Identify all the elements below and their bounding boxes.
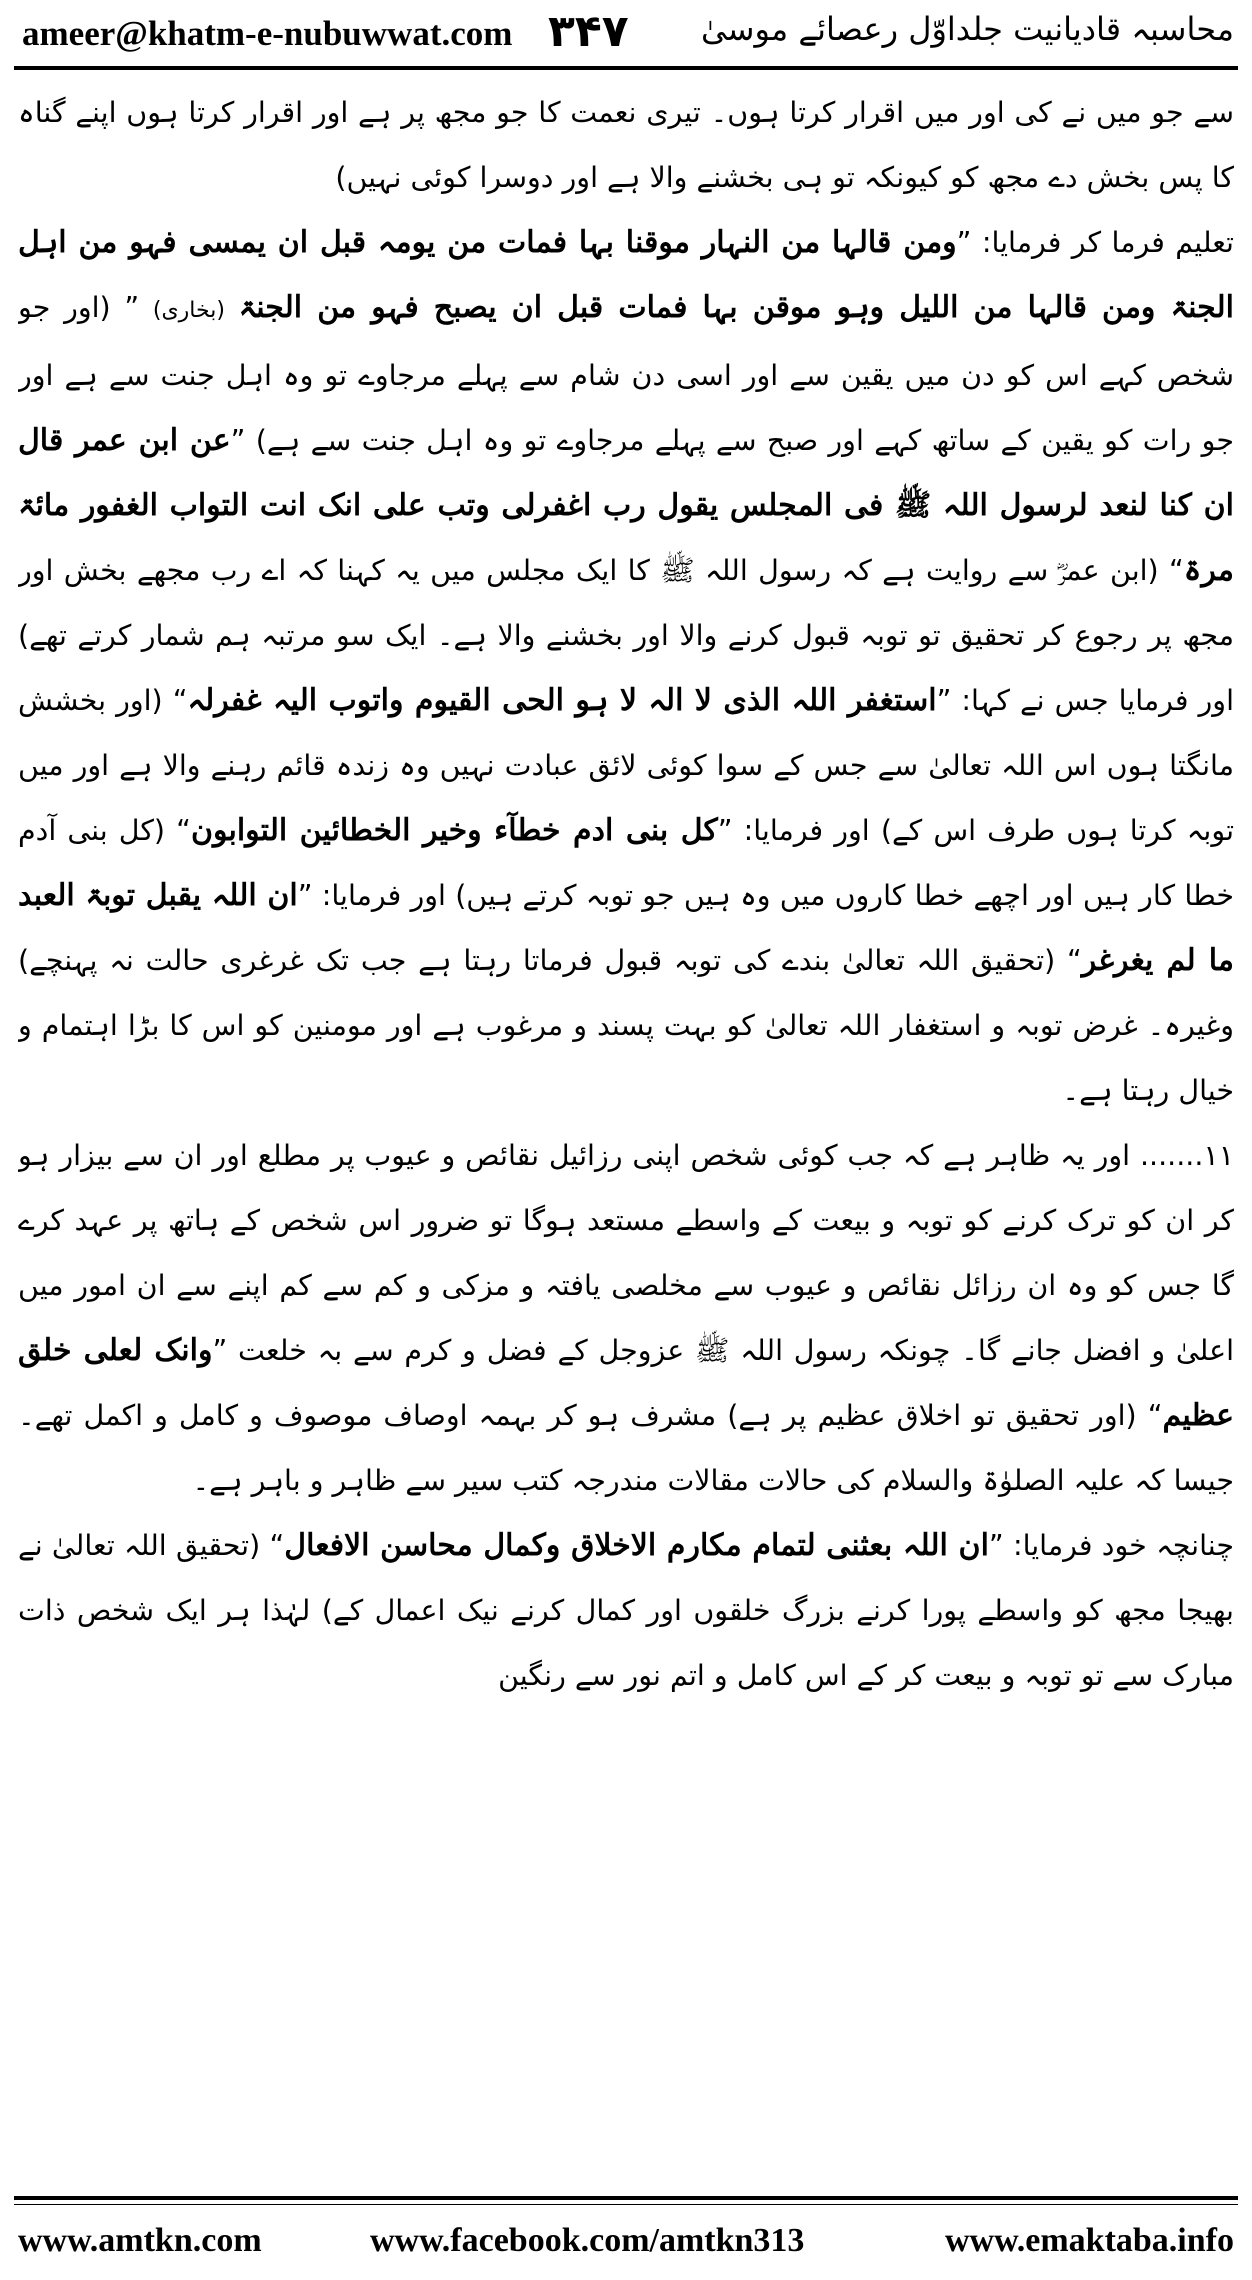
translation: “ (تحقیق اللہ تعالیٰ بندے کی توبہ قبول فرماتا رہتا ہے جب تک غرغری حالت نہ پہنچے) وغیرہ۔ غرض توبہ و استغفار اللہ تعالیٰ کو بہت پسند و مرغوب ہے اور مومنین کو اس کا بڑا اہتمام و خیال رہتا ہے۔ [18, 944, 1234, 1107]
translation: ” (اور جو شخص کہے اس کو دن میں یقین سے اور اسی دن شام سے پہلے مرجاوے تو وہ اہل جنت سے ہے اور جو رات کو یقین کے ساتھ کہے اور صبح سے پہلے مرجاوے تو وہ اہل جنت سے ہے) ” [18, 291, 1234, 457]
arabic-quote: ان اللہ یقبل توبۃ العبد ما لم یغرغر [18, 878, 1234, 978]
arabic-quote: وانک لعلی خلق عظیم [18, 1333, 1234, 1433]
translation: “ (تحقیق اللہ تعالیٰ نے بھیجا مجھ کو واسطے پورا کرنے بزرگ خلقوں اور کمال کرنے نیک اعمال کے) لہٰذا ہر ایک شخص ذات مبارک سے تو توبہ و بیعت کر کے اس کامل و اتم نور سے رنگین [18, 1529, 1234, 1692]
book-title: محاسبہ قادیانیت جلداوّل رعصائے موسیٰ [700, 10, 1234, 48]
page-number: ۳۴۷ [548, 6, 629, 57]
page-header [0, 0, 1252, 70]
page-footer [18, 2222, 1234, 2266]
paragraph-text: چنانچہ خود فرمایا: ” [988, 1529, 1234, 1562]
translation: “ (کل بنی آدم خطا کار ہیں اور اچھے خطا کاروں میں وہ ہیں جو توبہ کرتے ہیں) اور فرمایا: ” [18, 814, 1234, 912]
footer-link-amtkn[interactable]: www.amtkn.com [18, 2222, 262, 2259]
arabic-quote: عن ابن عمر قال ان کنا لنعد لرسول اللہ ﷺ فی المجلس یقول رب اغفرلی وتب علی انک انت التواب الغفور مائۃ مرۃ [18, 423, 1234, 588]
item-number: ۱۱....... [1139, 1139, 1234, 1172]
header-rule [14, 66, 1238, 70]
arabic-quote: ان اللہ بعثنی لتمام مکارم الاخلاق وکمال محاسن الافعال [284, 1528, 989, 1563]
footer-link-emaktaba[interactable]: www.emaktaba.info [944, 2222, 1234, 2259]
translation: “ (اور بخشش مانگتا ہوں اس اللہ تعالیٰ سے جس کے سوا کوئی لائق عبادت نہیں وہ زندہ قائم رہنے والا ہے اور میں توبہ کرتا ہوں طرف اس کے) اور فرمایا: ” [18, 684, 1234, 847]
paragraph-text: سے جو میں نے کی اور میں اقرار کرتا ہوں۔ تیری نعمت کا جو مجھ پر ہے اور اقرار کرتا ہوں اپنے گناہ کا پس بخش دے مجھ کو کیونکہ تو ہی بخشنے والا ہے اور دوسرا کوئی نہیں) [18, 96, 1234, 194]
paragraph-text: تعلیم فرما کر فرمایا: ” [956, 226, 1234, 259]
paragraph-text: اور یہ ظاہر ہے کہ جب کوئی شخص اپنی رزائیل نقائص و عیوب پر مطلع اور ان سے بیزار ہو کر ان کو ترک کرنے کو توبہ و بیعت کے واسطے مستعد ہوگا تو ضرور اس شخص کے ہاتھ پر عہد کرے گا جس کو وہ ان رزائل نقائص و عیوب سے مخلصی یافتہ و مزکی و کم سے کم اپنے سے ان امور میں اعلیٰ و افضل جانے گا۔ چونکہ رسول اللہ ﷺ عزوجل کے فضل و کرم سے بہ خلعت ” [18, 1139, 1234, 1367]
arabic-quote: ومن قالہا من النہار موقنا بہا فمات من یومہ قبل ان یمسی فہو من اہل الجنۃ ومن قالہا من اللیل وہو موقن بہا فمات قبل ان یصبح فہو من الجنۃ [18, 225, 1234, 325]
footer-link-facebook[interactable]: www.facebook.com/amtkn313 [370, 2222, 805, 2259]
translation: “ (اور تحقیق تو اخلاق عظیم پر ہے) مشرف ہو کر بہمہ اوصاف موصوف و کامل و اکمل تھے۔ جیسا کہ علیہ الصلوٰۃ والسلام کی حالات مقالات مندرجہ کتب سیر سے ظاہر و باہر ہے۔ [18, 1399, 1234, 1497]
paragraph [18, 210, 1234, 1123]
header-email: ameer@khatm-e-nubuwwat.com [22, 14, 513, 53]
arabic-quote: کل بنی ادم خطآء وخیر الخطائین التوابون [190, 813, 718, 848]
footer-rule-thin [14, 2204, 1238, 2205]
footer-rule [14, 2196, 1238, 2200]
paragraph [18, 1513, 1234, 1708]
translation: “ (ابن عمرؓ سے روایت ہے کہ رسول اللہ ﷺ کا ایک مجلس میں یہ کہنا کہ اے رب مجھے بخش اور مجھ پر رجوع کر تحقیق تو توبہ قبول کرنے والا اور بخشنے والا ہے۔ ایک سو مرتبہ ہم شمار کرتے تھے) اور فرمایا جس نے کہا: ” [18, 554, 1234, 717]
paragraph [18, 1123, 1234, 1513]
page-body [18, 80, 1234, 2180]
arabic-quote: استغفر اللہ الذی لا الہ لا ہو الحی القیوم واتوب الیہ غفرلہ [187, 683, 937, 718]
paragraph [18, 80, 1234, 210]
reference: (بخاری) [152, 298, 225, 323]
